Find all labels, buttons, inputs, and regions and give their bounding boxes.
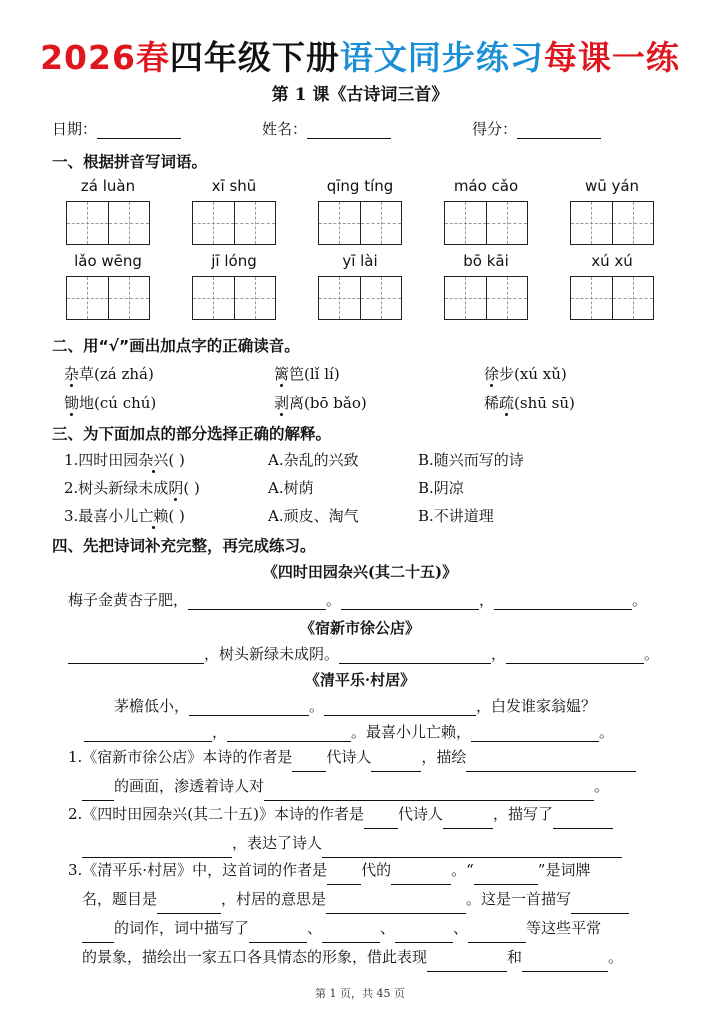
pinyin-label: lǎo wēng	[74, 252, 142, 270]
q3-stem: 3.最喜小儿亡赖( )	[64, 507, 185, 525]
pinyin-label: xú xú	[591, 252, 633, 270]
answer-paren[interactable]: ( )	[168, 507, 185, 525]
answer-blank[interactable]	[327, 868, 361, 885]
pinyin-label: xī shū	[211, 177, 257, 195]
question-1: 1.《宿新市徐公店》本诗的作者是 代诗人 ，描绘 的画面，渗透着诗人对 。	[68, 743, 673, 801]
writing-grid[interactable]	[192, 201, 276, 245]
date-field: 日期：	[52, 118, 181, 139]
poem-line: 梅子金黄杏子肥， 。 ， 。	[68, 591, 648, 609]
answer-blank[interactable]	[466, 755, 636, 772]
option-a[interactable]: A.顽皮、淘气	[268, 507, 359, 525]
poem-title: 《四时田园杂兴(其二十五)》	[262, 563, 458, 581]
reading-choice[interactable]: 锄地(cú chú)	[64, 394, 157, 412]
section-4-heading: 四、先把诗词补充完整，再完成练习。	[52, 537, 316, 555]
pinyin-label: yī lài	[342, 252, 378, 270]
option-b[interactable]: B.不讲道理	[418, 507, 494, 525]
poem-title: 《清平乐·村居》	[304, 671, 416, 689]
answer-blank[interactable]	[326, 897, 466, 914]
answer-paren[interactable]: ( )	[183, 479, 200, 497]
writing-grid[interactable]	[192, 276, 276, 320]
pinyin-label: wū yán	[584, 177, 640, 195]
pinyin-label: jī lóng	[211, 252, 257, 270]
reading-choice[interactable]: 篱笆(lǐ lí)	[274, 365, 340, 383]
option-a[interactable]: A.杂乱的兴致	[268, 451, 359, 469]
answer-blank[interactable]	[522, 955, 608, 972]
poem-line: 茅檐低小， 。 ，白发谁家翁媪？	[114, 697, 597, 715]
question-3: 3.《清平乐·村居》中，这首词的作者是 代的 。“ ”是词牌 名，题目是 ，村居的意思是 。这是一首描写 的词作，词中描写了 、 、 、 等这些平常 的景象，描绘出一家五口各具情态的形象，借此表现 和 。	[68, 856, 673, 972]
answer-blank[interactable]	[371, 755, 421, 772]
writing-grid[interactable]	[66, 201, 150, 245]
answer-blank[interactable]	[157, 897, 221, 914]
answer-blank[interactable]	[571, 897, 629, 914]
answer-blank[interactable]	[364, 812, 398, 829]
answer-paren[interactable]: ( )	[168, 451, 185, 469]
answer-blank[interactable]	[82, 926, 114, 943]
poem-blank[interactable]	[189, 699, 309, 716]
answer-blank[interactable]	[264, 784, 594, 801]
writing-grid[interactable]	[570, 276, 654, 320]
date-blank[interactable]	[97, 122, 181, 139]
poem-line: ，树头新绿未成阴。 ， 。	[68, 643, 659, 664]
poem-blank[interactable]	[84, 725, 212, 742]
reading-choice[interactable]: 剥离(bō bǎo)	[274, 394, 367, 412]
writing-grid[interactable]	[444, 276, 528, 320]
pinyin-label: bō kāi	[463, 252, 509, 270]
question-2: 2.《四时田园杂兴(其二十五)》本诗的作者是 代诗人 ，描写了 ，表达了诗人	[68, 800, 673, 858]
answer-blank[interactable]	[553, 812, 613, 829]
writing-grid[interactable]	[318, 201, 402, 245]
pinyin-label: máo cǎo	[453, 177, 519, 195]
page-title: 2026春四年级下册语文同步练习每课一练	[40, 38, 680, 77]
section-1-heading: 一、根据拼音写词语。	[52, 153, 208, 171]
option-b[interactable]: B.阴凉	[418, 479, 464, 497]
pinyin-label: zá luàn	[80, 177, 136, 195]
answer-blank[interactable]	[249, 926, 307, 943]
section-2-heading: 二、用“√”画出加点字的正确读音。	[52, 337, 300, 355]
writing-grid[interactable]	[318, 276, 402, 320]
lesson-title: 第 1 课《古诗词三首》	[271, 85, 449, 105]
answer-blank[interactable]	[82, 784, 114, 801]
writing-grid[interactable]	[444, 201, 528, 245]
answer-blank[interactable]	[292, 755, 326, 772]
page-footer: 第 1 页，共 45 页	[315, 987, 405, 1000]
answer-blank[interactable]	[474, 868, 538, 885]
poem-blank[interactable]	[68, 647, 204, 664]
reading-choice[interactable]: 稀疏(shū sū)	[484, 394, 575, 412]
answer-blank[interactable]	[322, 926, 380, 943]
poem-blank[interactable]	[494, 593, 632, 610]
section-3-heading: 三、为下面加点的部分选择正确的解释。	[52, 425, 332, 443]
answer-blank[interactable]	[443, 812, 493, 829]
poem-blank[interactable]	[339, 647, 491, 664]
answer-blank[interactable]	[468, 926, 526, 943]
poem-title: 《宿新市徐公店》	[299, 619, 420, 637]
writing-grid[interactable]	[570, 201, 654, 245]
answer-blank[interactable]	[427, 955, 507, 972]
writing-grid[interactable]	[66, 276, 150, 320]
q3-stem: 1.四时田园杂兴( )	[64, 451, 185, 469]
poem-blank[interactable]	[471, 725, 599, 742]
poem-blank[interactable]	[324, 699, 476, 716]
name-blank[interactable]	[307, 122, 391, 139]
reading-choice[interactable]: 徐步(xú xǔ)	[484, 365, 567, 383]
poem-line: ， 。最喜小儿亡赖， 。	[84, 721, 614, 742]
option-a[interactable]: A.树荫	[268, 479, 314, 497]
poem-blank[interactable]	[227, 725, 351, 742]
option-b[interactable]: B.随兴而写的诗	[418, 451, 524, 469]
poem-blank[interactable]	[188, 593, 326, 610]
poem-blank[interactable]	[506, 647, 644, 664]
poem-blank[interactable]	[341, 593, 479, 610]
pinyin-label: qīng tíng	[326, 177, 394, 195]
reading-choice[interactable]: 杂草(zá zhá)	[64, 365, 154, 383]
answer-blank[interactable]	[395, 926, 453, 943]
name-field: 姓名：	[262, 118, 391, 139]
q3-stem: 2.树头新绿未成阴( )	[64, 479, 200, 497]
score-blank[interactable]	[517, 122, 601, 139]
answer-blank[interactable]	[391, 868, 451, 885]
score-field: 得分：	[472, 118, 601, 139]
